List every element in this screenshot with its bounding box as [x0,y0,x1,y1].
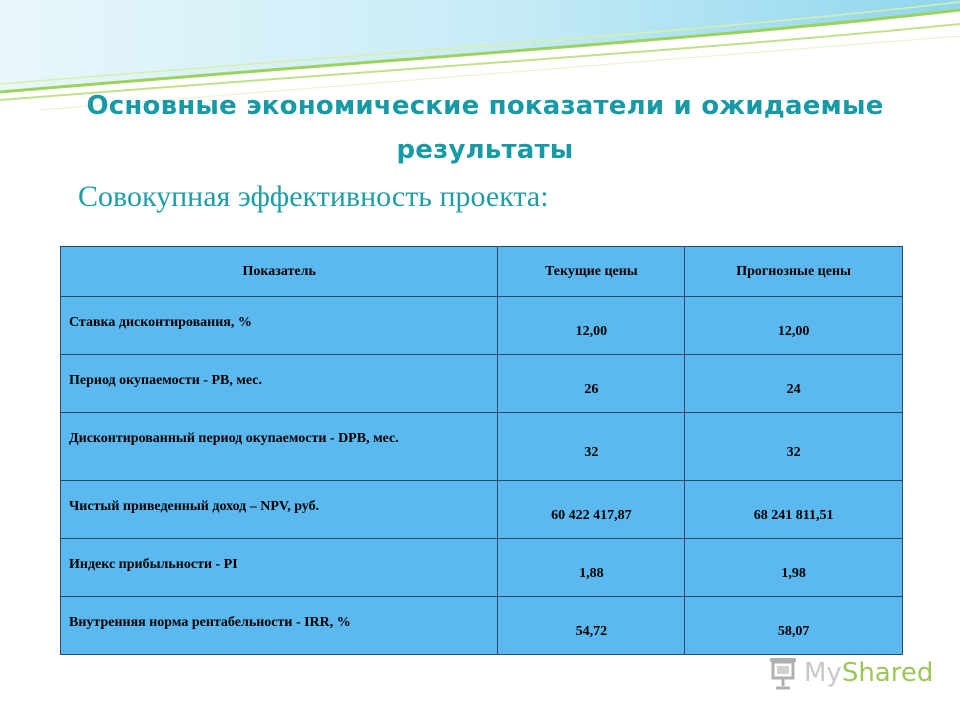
row-current-value: 32 [498,413,685,481]
row-current-value: 12,00 [498,297,685,355]
table-row [61,539,903,597]
row-forecast-value: 1,98 [685,539,903,597]
header-current-prices: Текущие цены [498,247,685,297]
row-indicator-name: Индекс прибыльности - PI [61,539,498,597]
row-forecast-value: 24 [685,355,903,413]
table-row [61,481,903,539]
row-forecast-value: 32 [685,413,903,481]
row-current-value: 54,72 [498,597,685,655]
row-forecast-value: 58,07 [685,597,903,655]
row-current-value: 1,88 [498,539,685,597]
logo-text [804,658,933,688]
table-header-row [61,247,903,297]
logo-text-shared: Shared [841,658,934,688]
myshared-logo [768,656,933,690]
logo-text-my: My [804,658,842,688]
row-indicator-name: Ставка дисконтирования, % [61,297,498,355]
row-current-value: 26 [498,355,685,413]
header-indicator: Показатель [61,247,498,297]
row-indicator-name: Дисконтированный период окупаемости - DPB, мес. [61,413,498,481]
slide-title: Основные экономические показатели и ожидаемые результаты [86,91,884,165]
row-indicator-name: Внутренняя норма рентабельности - IRR, % [61,597,498,655]
row-indicator-name: Чистый приведенный доход – NPV, руб. [61,481,498,539]
table-row [61,355,903,413]
projector-screen-icon [768,656,798,690]
row-forecast-value: 12,00 [685,297,903,355]
table-row [61,413,903,481]
row-current-value: 60 422 417,87 [498,481,685,539]
table-row [61,597,903,655]
header-forecast-prices: Прогнозные цены [685,247,903,297]
row-indicator-name: Период окупаемости - PB, мес. [61,355,498,413]
row-forecast-value: 68 241 811,51 [685,481,903,539]
indicators-table [60,246,903,655]
slide-subtitle: Совокупная эффективность проекта: [78,180,549,213]
table-row [61,297,903,355]
